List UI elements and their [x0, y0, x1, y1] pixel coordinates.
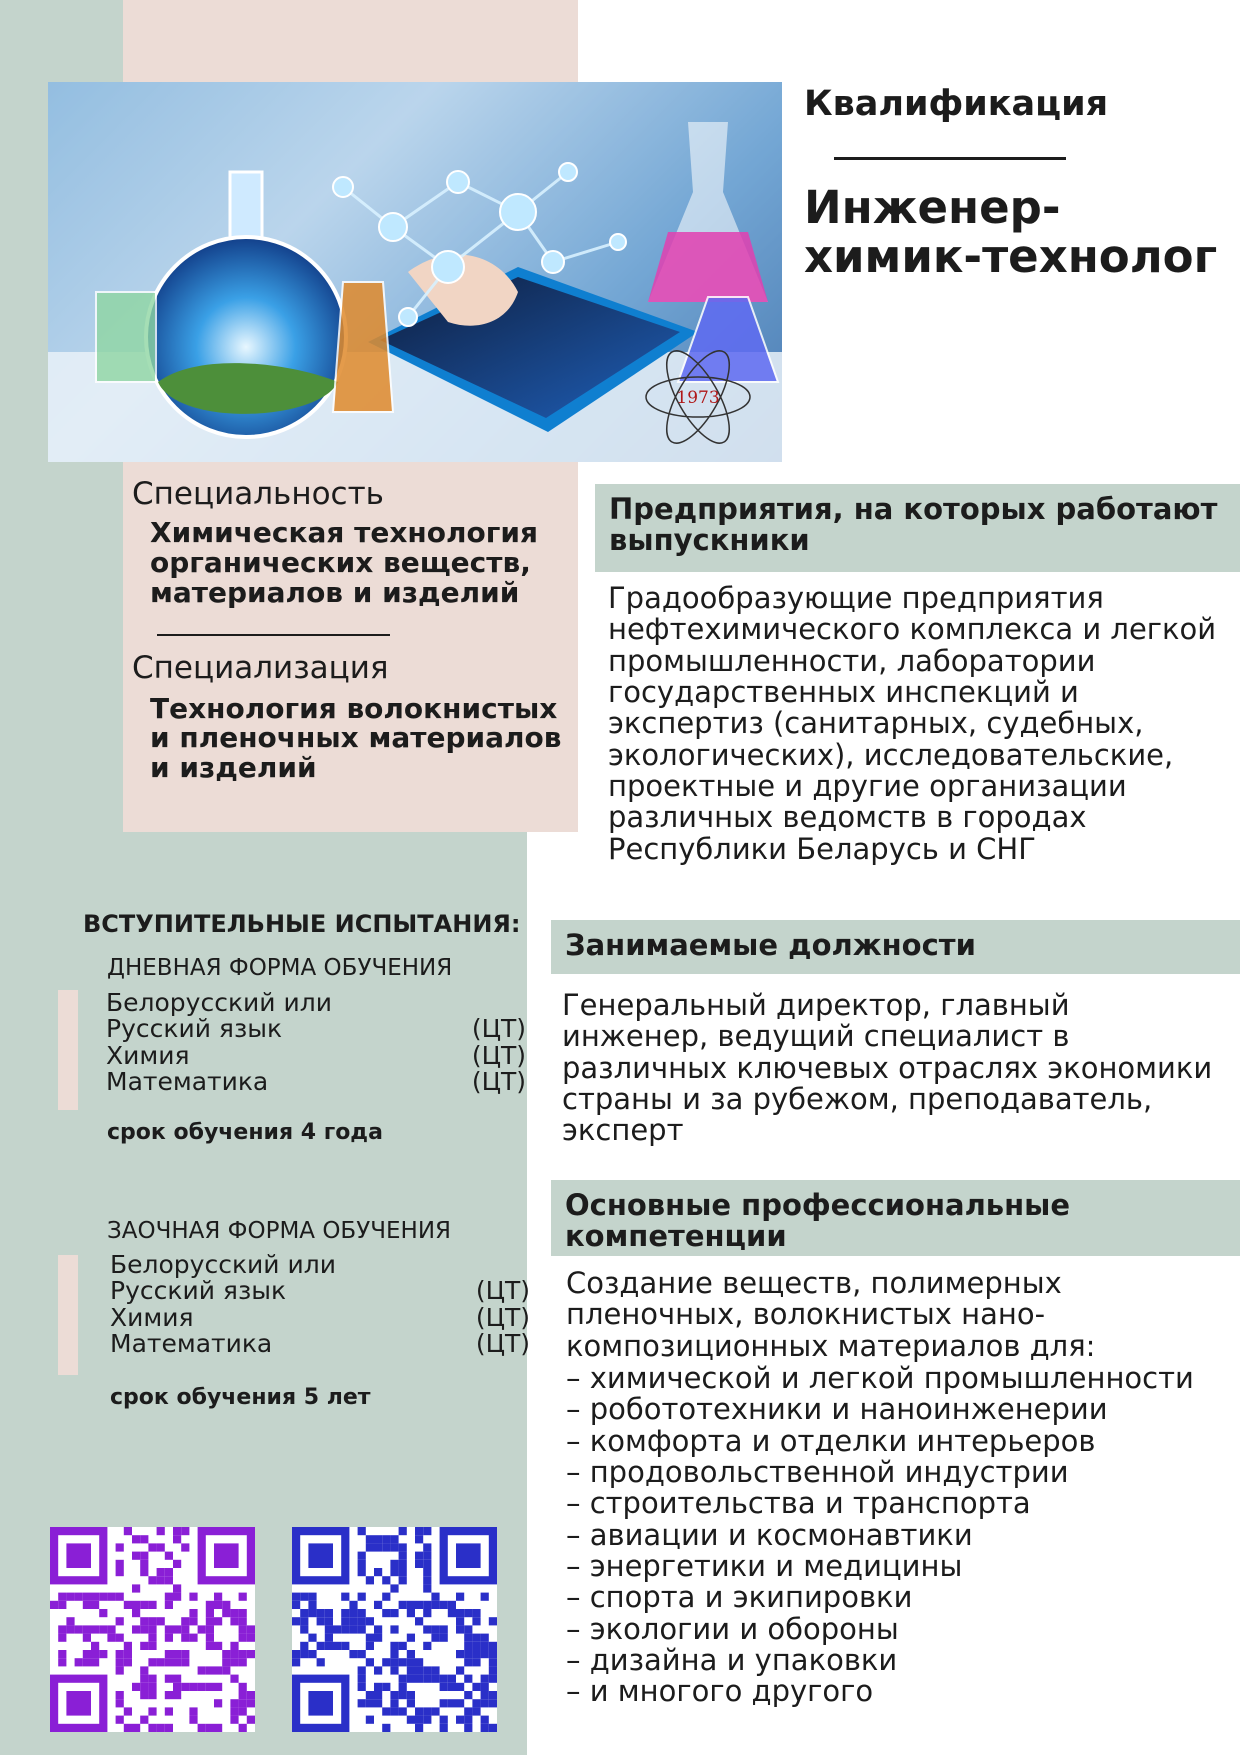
- subject-exam: (ЦТ): [475, 1276, 530, 1306]
- subject-exam: (ЦТ): [471, 1014, 526, 1044]
- top-accent-block: [123, 0, 578, 82]
- subject-name: Русский язык: [106, 1014, 283, 1044]
- subject-name: Белорусский или: [110, 1250, 336, 1279]
- list-item: – авиации и космонавтики: [566, 1517, 973, 1552]
- part-time-duration: срок обучения 5 лет: [110, 1385, 371, 1410]
- qualification-label: Квалификация: [804, 84, 1109, 124]
- subject-row: [106, 1066, 526, 1096]
- part-time-heading: ЗАОЧНАЯ ФОРМА ОБУЧЕНИЯ: [107, 1218, 452, 1244]
- competencies-intro: Создание веществ, полимерных пленочных, волокнистых нано-композиционных материалов для:: [566, 1266, 1096, 1363]
- subject-row: [106, 1016, 526, 1042]
- specialization-label: Специализация: [132, 650, 389, 686]
- list-item: – робототехники и наноинженерии: [566, 1392, 1108, 1427]
- list-item: – экологии и обороны: [566, 1611, 899, 1646]
- subject-name: Химия: [106, 1040, 190, 1070]
- full-time-duration: срок обучения 4 года: [107, 1120, 383, 1145]
- subjects-accent-bar: [58, 1255, 78, 1375]
- list-item: – спорта и экипировки: [566, 1580, 913, 1615]
- list-item: – продовольственной индустрии: [566, 1454, 1069, 1489]
- subject-row: [110, 1252, 530, 1278]
- subject-row: [110, 1328, 530, 1358]
- list-item: – и многого другого: [566, 1674, 874, 1709]
- employers-text: Градообразующие предприятия нефтехимического комплекса и легкой промышленности, лаборатории государственных инспекций и экспертиз (санитарных, судебных, экологических), исследовательские, проектные и другие организации различных ведомств в городах Республики Беларусь и СНГ: [608, 581, 1217, 866]
- part-time-subjects: [110, 1252, 530, 1357]
- subject-name: Химия: [110, 1302, 194, 1332]
- list-item: – комфорта и отделки интерьеров: [566, 1423, 1096, 1458]
- logo-year: 1973: [676, 388, 720, 408]
- laboratory-photo: [48, 82, 782, 462]
- qr-code-icon: [50, 1527, 255, 1732]
- subjects-accent-bar: [58, 990, 78, 1110]
- qualification-value: Инженер-химик-технолог: [804, 181, 1218, 283]
- subject-row: [110, 1278, 530, 1304]
- subject-row: [110, 1302, 530, 1332]
- competencies-heading: Основные профессиональные компетенции: [551, 1180, 1240, 1256]
- qr-code-icon: [292, 1527, 497, 1732]
- positions-heading: Занимаемые должности: [551, 920, 1240, 974]
- list-item: – химической и легкой промышленности: [566, 1361, 1194, 1395]
- subject-exam: (ЦТ): [475, 1302, 530, 1332]
- competencies-list: [566, 1363, 1226, 1707]
- specialization-value: Технология волокнистых и пленочных материалов и изделий: [150, 692, 562, 784]
- full-time-subjects: [106, 990, 526, 1095]
- subject-name: Математика: [110, 1328, 273, 1358]
- qr-code-right[interactable]: [292, 1527, 497, 1732]
- speciality-value: Химическая технология органических веществ, материалов и изделий: [150, 516, 538, 609]
- subject-row: [106, 990, 526, 1016]
- list-item: – дизайна и упаковки: [566, 1642, 898, 1677]
- list-item: – энергетики и медицины: [566, 1548, 963, 1583]
- speciality-label: Специальность: [132, 476, 384, 512]
- subject-name: Русский язык: [110, 1276, 287, 1306]
- subject-exam: (ЦТ): [475, 1328, 530, 1358]
- subject-name: Математика: [106, 1066, 269, 1096]
- qr-code-left[interactable]: [50, 1527, 255, 1732]
- list-item: – строительства и транспорта: [566, 1486, 1031, 1521]
- speciality-divider: [157, 634, 390, 636]
- employers-heading: Предприятия, на которых работают выпускники: [595, 484, 1240, 572]
- subject-exam: (ЦТ): [471, 1040, 526, 1070]
- positions-text: Генеральный директор, главный инженер, ведущий специалист в различных ключевых отраслях экономики страны и за рубежом, преподаватель, эксперт: [562, 988, 1213, 1148]
- entrance-exams-heading: ВСТУПИТЕЛЬНЫЕ ИСПЫТАНИЯ:: [83, 910, 521, 938]
- subject-name: Белорусский или: [106, 988, 332, 1017]
- subject-row: [106, 1040, 526, 1070]
- qualification-divider: [834, 157, 1066, 160]
- full-time-heading: ДНЕВНАЯ ФОРМА ОБУЧЕНИЯ: [107, 955, 453, 981]
- subject-exam: (ЦТ): [471, 1066, 526, 1096]
